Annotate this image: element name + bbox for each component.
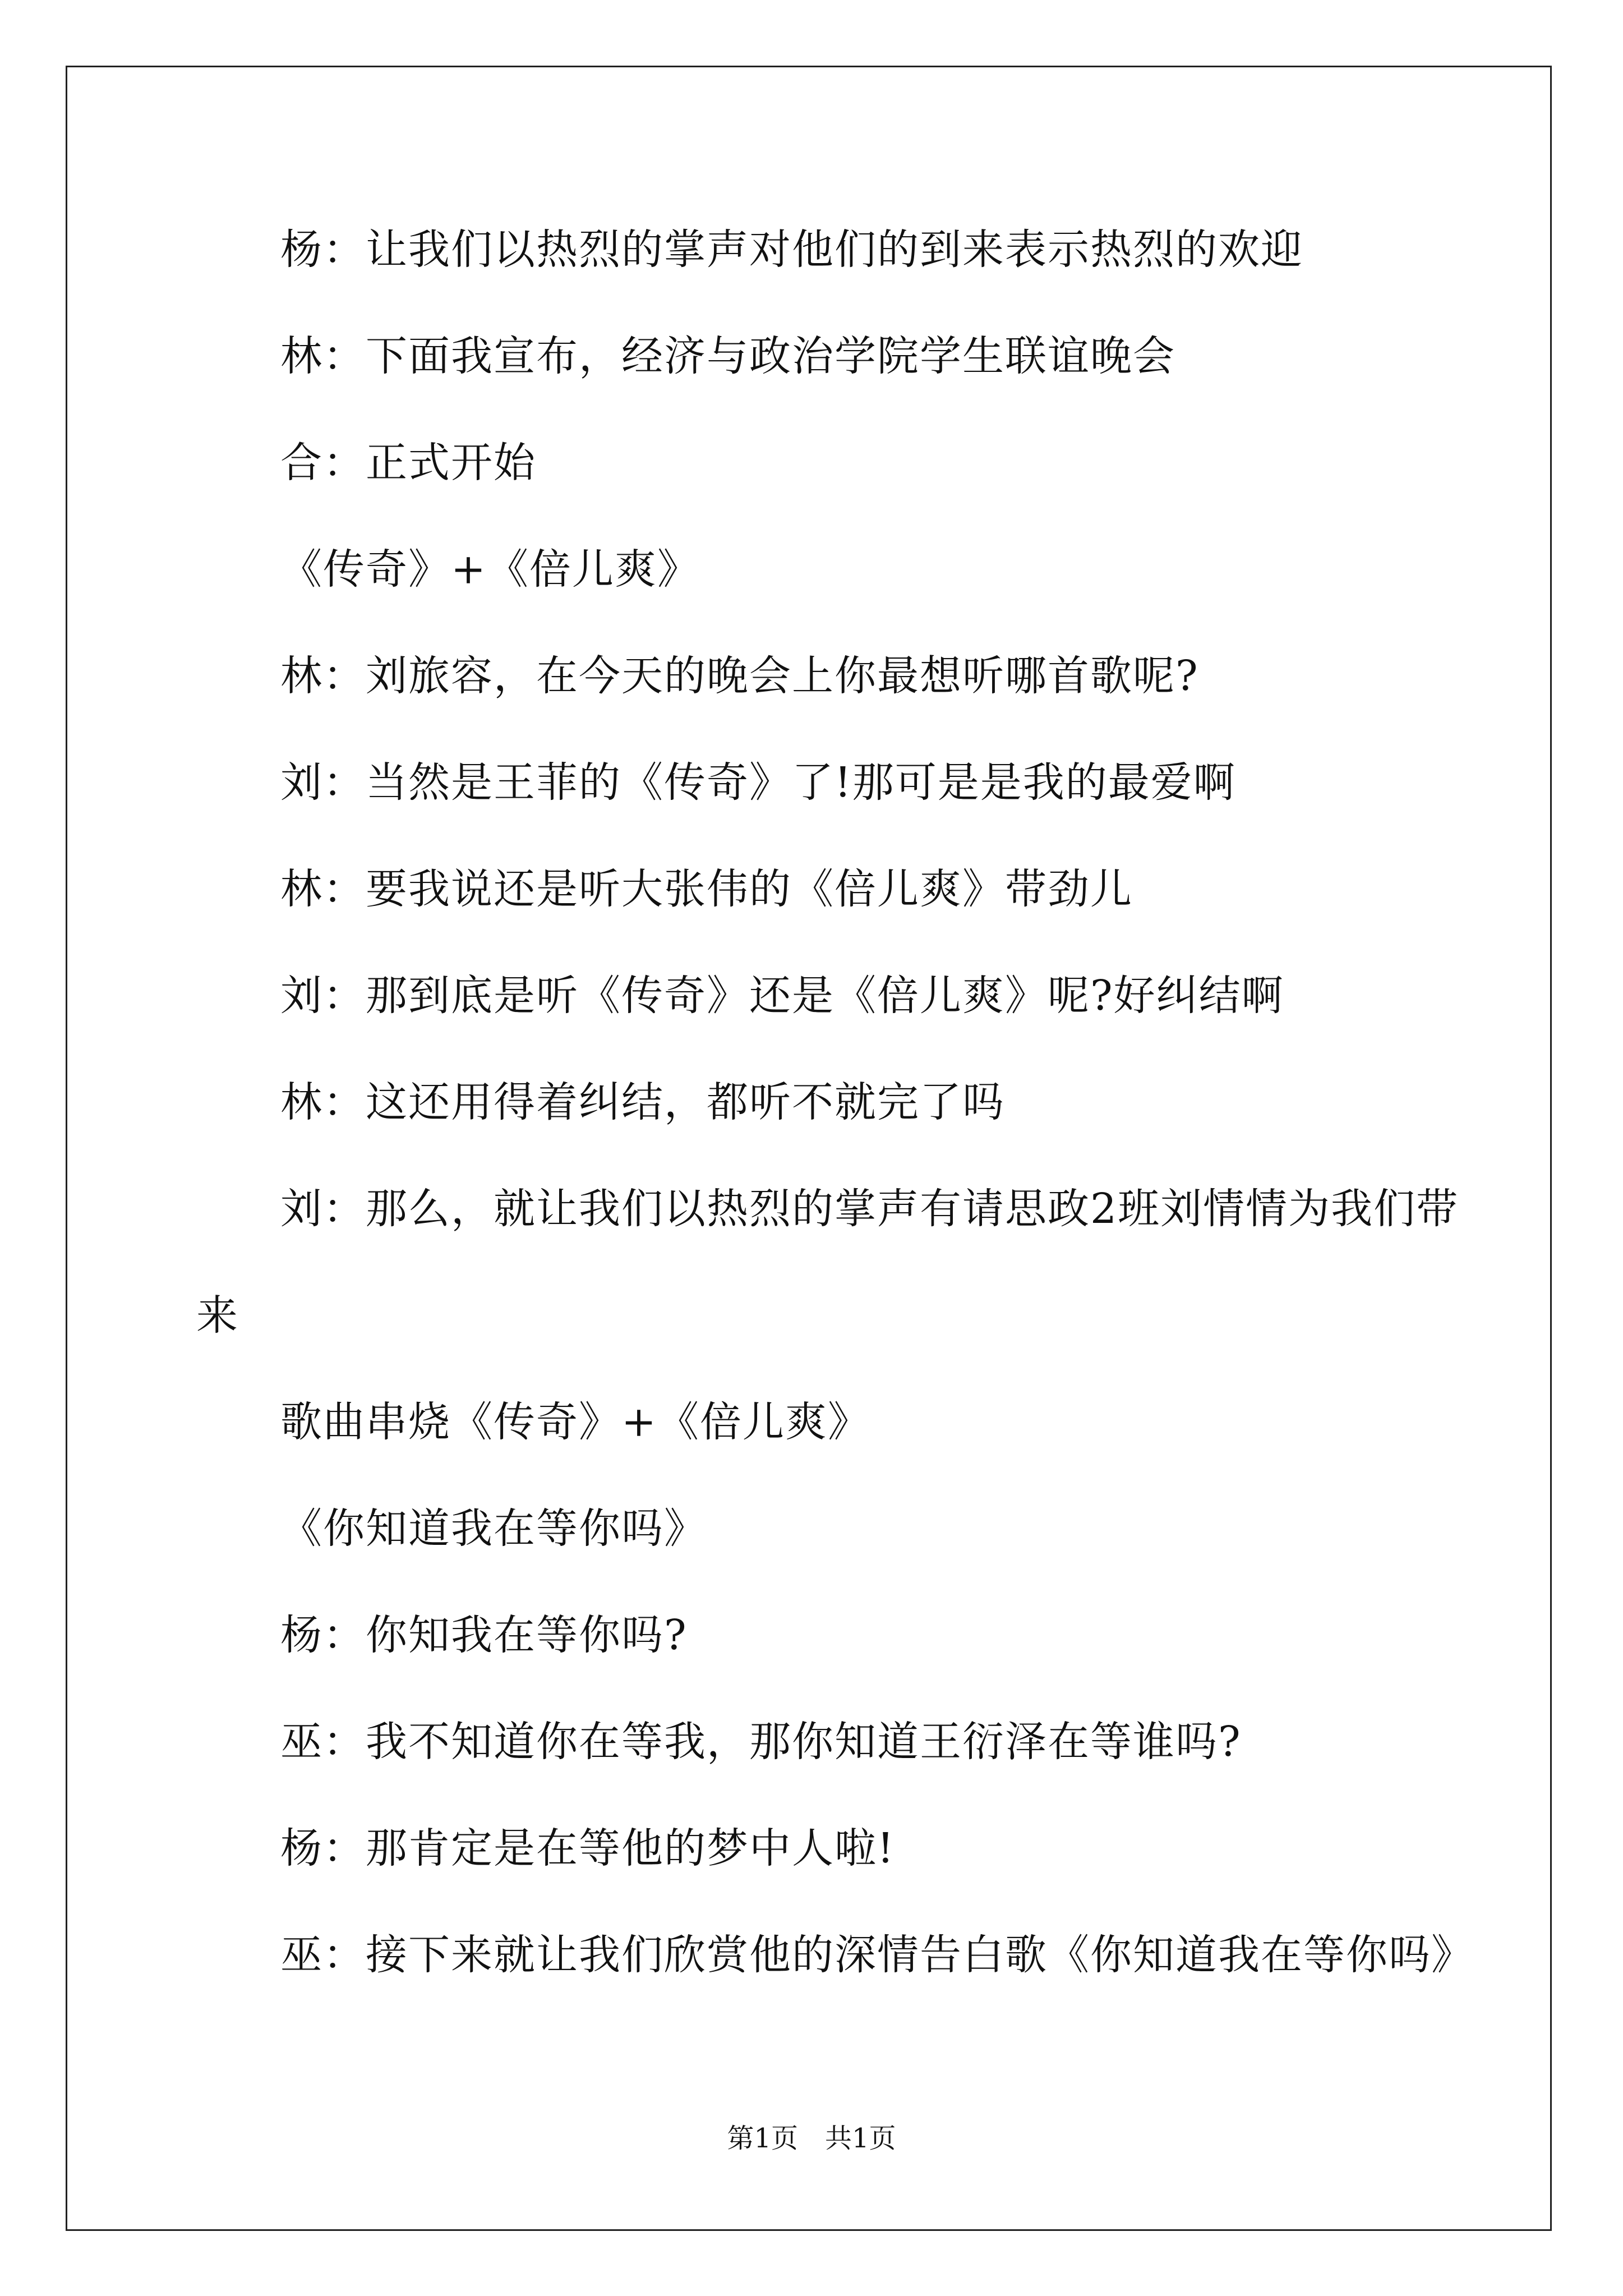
script-line: 杨：你知我在等你吗? bbox=[280, 1611, 688, 1659]
script-line: 合：正式开始 bbox=[280, 439, 536, 487]
script-line: 刘：当然是王菲的《传奇》了!那可是是我的最爱啊 bbox=[280, 758, 1236, 807]
script-line: 林：要我说还是听大张伟的《倍儿爽》带劲儿 bbox=[280, 865, 1133, 913]
script-line: 林：下面我宣布，经济与政治学院学生联谊晚会 bbox=[280, 332, 1175, 380]
page-number-footer: 第1页 共1页 bbox=[727, 2123, 896, 2154]
program-item: 歌曲串烧《传奇》+《倍儿爽》 bbox=[280, 1398, 871, 1446]
script-line: 林：这还用得着纠结，都听不就完了吗 bbox=[280, 1078, 1005, 1126]
script-line: 巫：我不知道你在等我，那你知道王衍泽在等谁吗? bbox=[280, 1718, 1242, 1766]
script-line: 杨：让我们以热烈的掌声对他们的到来表示热烈的欢迎 bbox=[280, 226, 1303, 274]
script-line-continuation: 来 bbox=[196, 1291, 239, 1340]
script-line: 刘：那么，就让我们以热烈的掌声有请思政2班刘情情为我们带 bbox=[280, 1185, 1459, 1233]
program-title: 《你知道我在等你吗》 bbox=[280, 1504, 707, 1553]
script-line: 杨：那肯定是在等他的梦中人啦! bbox=[280, 1824, 895, 1872]
script-line: 林：刘旅容，在今天的晚会上你最想听哪首歌呢? bbox=[280, 652, 1199, 700]
script-line: 巫：接下来就让我们欣赏他的深情告白歌《你知道我在等你吗》 bbox=[280, 1931, 1474, 1979]
program-title: 《传奇》+《倍儿爽》 bbox=[280, 545, 700, 593]
page-border bbox=[66, 66, 1552, 2231]
script-line: 刘：那到底是听《传奇》还是《倍儿爽》呢?好纠结啊 bbox=[280, 972, 1284, 1020]
